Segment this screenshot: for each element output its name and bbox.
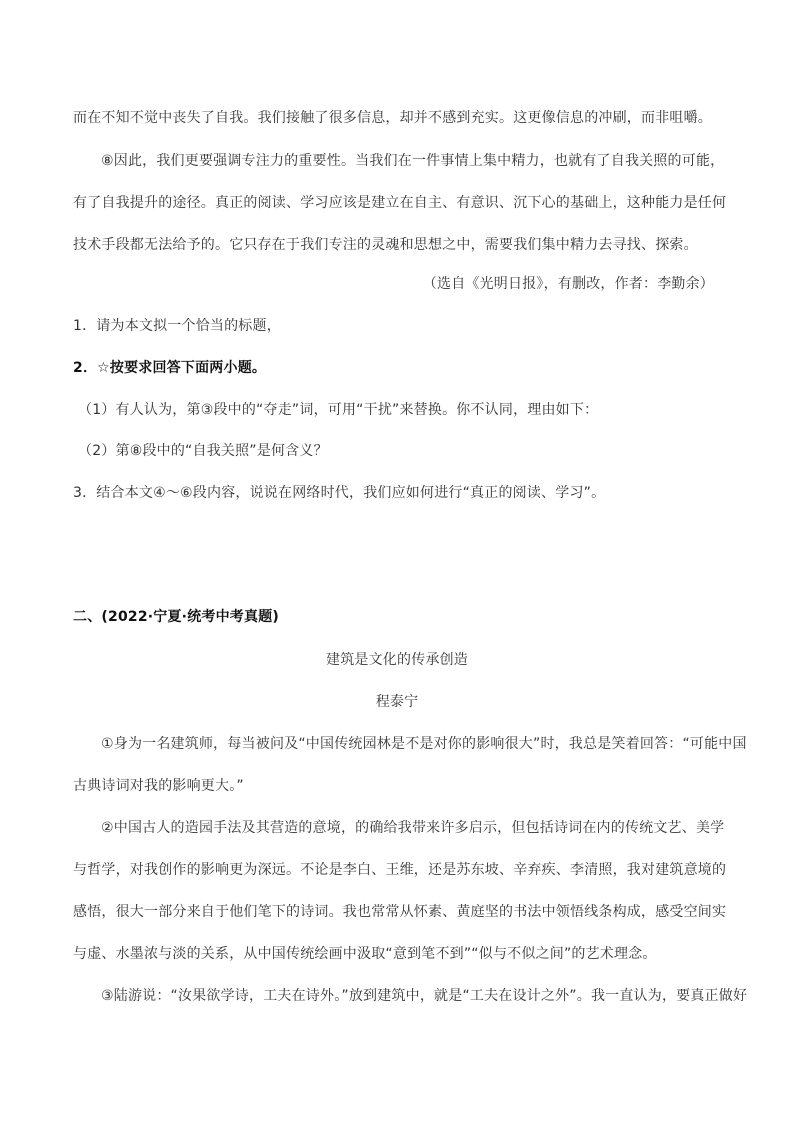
section2-paragraph-2-line-1: ②中国古人的造园手法及其营造的意境，的确给我带来许多启示，但包括诗词在内的传统文艺、美学: [101, 820, 725, 836]
passage1-paragraph-8-line-2: 有了自我提升的途径。真正的阅读、学习应该是建立在自主、有意识、沉下心的基础上，这种能力是任何: [73, 195, 727, 211]
question-2: 2．☆按要求回答下面两小题。: [73, 360, 267, 376]
passage1-line-1: 而在不知不觉中丧失了自我。我们接触了很多信息，却并不感到充实。这更像信息的冲刷，而非咀嚼。: [73, 110, 712, 126]
passage1-source: （选自《光明日报》，有删改，作者：李勤余）: [422, 276, 714, 292]
section2-paragraph-2-line-2: 与哲学，对我创作的影响更为深远。不论是李白、王维，还是苏东坡、辛弃疾、李清照，我对建筑意境的: [73, 862, 727, 878]
question-2-1: （1）有人认为，第③段中的“夺走”词，可用“干扰”来替换。你不认同，理由如下：: [78, 402, 599, 418]
article-author: 程泰宁: [375, 694, 419, 710]
section2-paragraph-2-line-4: 与虚、水墨浓与淡的关系，从中国传统绘画中汲取“意到笔不到”“似与不似之间”的艺术理念。: [73, 946, 657, 962]
section2-paragraph-1-line-1: ①身为一名建筑师，每当被问及“中国传统园林是不是对你的影响很大”时，我总是笑着回答：“可能中国: [101, 736, 747, 752]
section2-paragraph-3-line-1: ③陆游说：“汝果欲学诗，工夫在诗外。”放到建筑中，就是“工夫在设计之外”。我一直认为，要真正做好: [101, 988, 748, 1004]
question-2-2: （2）第⑧段中的“自我关照”是何含义？: [78, 443, 328, 459]
passage1-paragraph-8-line-1: ⑧因此，我们更要强调专注力的重要性。当我们在一件事情上集中精力，也就有了自我关照的可能，: [101, 153, 725, 169]
passage1-paragraph-8-line-3: 技术手段都无法给予的。它只存在于我们专注的灵魂和思想之中，需要我们集中精力去寻找、探索。: [73, 237, 698, 253]
section-2-heading: 二、(2022·宁夏·统考中考真题): [73, 609, 279, 625]
section2-paragraph-2-line-3: 感悟，很大一部分来自于他们笔下的诗词。我也常常从怀素、黄庭坚的书法中领悟线条构成，感受空间实: [73, 904, 727, 920]
question-3: 3．结合本文④～⑥段内容，说说在网络时代，我们应如何进行“真正的阅读、学习”。: [73, 485, 606, 501]
article-title: 建筑是文化的传承创造: [326, 652, 468, 668]
section2-paragraph-1-line-2: 古典诗词对我的影响更大。”: [73, 778, 244, 794]
question-1: 1．请为本文拟一个恰当的标题，: [73, 318, 281, 334]
